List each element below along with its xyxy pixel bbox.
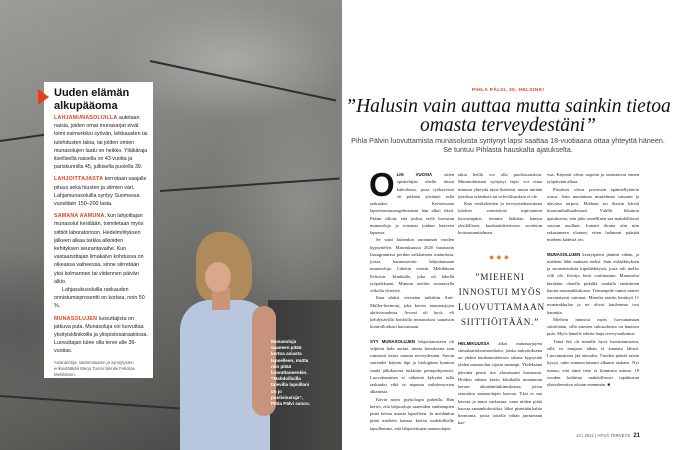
paragraph-text: luovuttajista on jatkuva pula. Munasoluja voi luovuttaa yksityisklinikoilla ja yliopistosairaaloissa. Luovuttajan tulee olla terve alle 36-vuotias. [54,315,148,355]
info-box-body [54,114,149,378]
woman-face [205,262,231,292]
body-paragraph [547,251,639,316]
body-paragraph: Ihan aluksi verestäni tutkittiin Anti-Müller-hormoni, joka kertoo munasarjojen aktiivisuudesta. Arvoni oli hyvä, eli kehdyttävillä hoidoilla munasoluni saataisiin kontrolloidusti kasvamaan. [370,295,454,330]
body-paragraph: Mieheni innostui myös luovuttamaan siittiöitään, sillä miesten sukusoluista on huutava pula. Myös hänelle tehtiin laaja terveystutkimus. [547,316,639,337]
article-column-2 [458,171,545,427]
orange-dots-divider: ●●● [488,252,512,263]
body-paragraph: Se vaati kuitenkin useamman vuoden kypsyttelyn. Marraskuussa 2020 huomasin Instagramissa perikin seikkaisena mainoksia, joissa kannustettiin lahjoittamaan munasoluja. Lähetin viestin Mehiläinen Felicitas -klinikalle, joka oli lähellä työpaikkaani. Minuun otettiin seuraavalla viikolla yhteyttä. [370,237,454,293]
body-paragraph: Pistokset olivat prosessin epämiellyttävin osuus. Sain muutaman mustelman vatsaani ja alavatsa turposi. Mieheni sai iltaisin kärsiä hormonihulluudestani. Välillä liikutuin ajatuksesta, että joku onnellinen saa mahdollisesti vauvan avullani. Joinain iltoina olin niin rakastuneen oloinen, etten halunnut päästää mieheni kädestä irti. [547,186,639,243]
rock-crack [160,177,340,192]
rock-crack [0,395,180,410]
lead-word: SAMANA AAMUNA [54,213,105,220]
info-box-title: Uuden elämän alkupääoma [54,87,130,112]
lead-word: LAHJAMUNASOLUILLA [54,115,118,121]
info-source: Asiantuntija: naistentautien ja synnytysten erikoislääkäri Merja Tuomi Nikulai Felicitas Mehiläinen. [54,359,135,377]
paragraph-text: alkoi munasarjojeni stimulaatiohormonihoito, jonka tarkoituksena on yhden kuukautiskierron aikana kypsyttää yhden munasolun sijasta useampi. Yhdeksänä päivänä pistin itse alavatsaani hormonia. Hoidon aikana kävin klinikalla muutaman kerran ultraäänitutkimuksissa, joissa seurattiin munasolujen kasvua. Yksi ei saa kasvaa ja muut surkastua, vaan niiden pitää kasvaa samankokoisiksi. Siksi pistetään kahta hormonia, joista toisella vähän jarrutetaan kas- [458,340,542,426]
lead-word: SYY MUNASOLUJEN [370,338,415,344]
body-paragraph: takia heillä voi olla puolisisaruksia. Munasoluistani syntynyt lapsi voi ottaa minuun yhteyttä täysi-ikäisenä, mutta mitään juridisia oikeuksia tai velvollisuuksia ei ole. [458,172,542,199]
article-kicker: PIHLA PÄLVI, 30, HELSINKI [471,88,545,93]
info-paragraph [54,212,149,286]
article-subtitle: Pihla Pälvin luovuttamista munasoluista syntynyt lapsi saattaa 18-vuotiaana ottaa yhteyttä häneen. Se tuntuu Pihlasta hauskalta ajatukselta. [351,136,665,154]
lead-word: MUNASOLUJEN [54,315,98,322]
paragraph-text: kerrotaan saajalle pituus sekä hiusten ja silmien väri. Lahjamunasoluilla syntyy Suomessa vuosittain 150–200 lasta. [54,176,147,208]
body-paragraph [370,338,454,396]
lead-word: HELMIKUUSSA [458,340,490,346]
page-number: 21 [633,433,640,439]
red-triangle-icon [38,89,49,105]
page-footer [560,433,640,439]
body-paragraph [458,340,542,427]
body-paragraph: vua. Käynnit olivat nopeita ja onnistuivat ennen työpäiväni alkua. [547,172,639,185]
lead-word: LIN VUOSIA [396,172,433,177]
rock-crack [150,60,336,101]
drop-cap: O [369,166,395,203]
info-paragraph [54,286,149,311]
article-column-1 [369,166,454,432]
paragraph-text: , kun lahjoittajan munasolut kerätään, toimitetaan myös siittiöt laboratorioon. Hedelmöityksen jälkeen alkaa tarkka alkioiden kehityksen seurantavaihe. Kun vastaanottajan limakalvo kohdussa on oikeassa vaiheessa, sinne siirretään yksi kolmannen tai viidennen päivän alkio. [54,213,144,285]
article-title: ”Halusin vain auttaa mutta sainkin tietoa omasta terveydestäni” [345,96,671,136]
paragraph-text: sitten opiskelujen ohella töissä kahvilassa, jossa työkaverini oli pitkään yrittänyt tulla raskaaksi. Kertoessaan lapsettomuusongelmistaan hän alkoi itkeä. Päätin silloin, että joskus vielä luovutan munasoluja ja toteutan jonkun haaveen lapsesta. [370,172,454,235]
lead-word: LAHJOITTAJASTA [54,176,104,183]
paragraph-text: Lahjasukusoluilla raskauden onnistumisprosentti on korkea, noin 50 %. [54,287,145,310]
paragraph-text: autetaan naisia, joiden omat munasarjat eivät toimi esimerkiksi syövän, leikkausten tai tulehdusten takia, tai joiden omien munasolujen laatu on heikko. Yläikäraja itsellisellä naisella on 43 vuotta ja pariskunnilla 45, julkisella puolella 39. [54,115,148,171]
body-paragraph: Tämä ikä oli minulle hyvä luovuttamiseen, sillä ex tempore tähän ei kannata lähteä. Luovutuskerta jää ainoaksi. Vuoden päästä saisin kysyä, onko munasoluistani alkanut raskaus. Nyt tuntuu, että tämä tieto ei kiinnosta minua. 18 vuoden kuluttua mahdollisesti tapahtuvaa yhteydenottoa odotan enemmän. ■ [547,338,639,387]
pull-quote: ”MIEHENI INNOSTUI MYÖS LUOVUTTAMAAN SIITTIÖITÄÄN.” [458,271,545,327]
body-paragraph: Kun verikokeiden ja terveystarkastuksen tulokset varmistivat sopivuuteni luovuttajaksi, teimme lääkärin kanssa yksilöllisen, kuukautiskiertooni sovitetun hoitosuunnitelman. [458,201,542,235]
body-paragraph: Kävin myös psykologin puheilla. Hän kertoi, että lahjasoluja saaneiden vanhempien pitää kertoa asiasta lapselleen. Ja meidänkin pitää mieheni kanssa kertoa mahdollisille lapsillemme, että lahjoitettujen munasolujen [370,396,454,431]
lead-word: MUNASOLUJEN [547,251,581,257]
photo-caption: Munasoluja saaneen pitää kertoa asiasta lapselleen, mutta niin pitää luovuttaneenkin. ”Mahdollisilla tulevilla lapsillani on jo puolisisaruja”, Pihla Pälvi sanoo. [271,339,311,407]
paragraph-text: lahjoittamiseen oli vilpitön halu auttaa, mutta bonuksena sain runsaasti tietoa omasta terveydestäni. Suvun sairaudet käytiin läpi ja biologinen kuntoni saada jälkikasvua tutkittiin perinpohjaisesti. Luovuttaminen ei vähennä kykyäni tulla raskaaksi eikä se nopeuta vaihdevuosien alkamista. [370,338,454,395]
info-box [44,82,153,378]
info-paragraph [54,315,149,356]
paragraph-text: keräyspäivä jännitti vähän, ja mieheni lähti mukaan tueksi. Sain esilääkityksen ja suonensisäistä kipulääkitystä, josta tuli melko villi olo. Keräys kesti varttitunnin. Munasolut kerätään ohuella pitkällä neulalla emättimen kautta munarakkuloista. Toimenpide tuntui muttei varsinaisesti sattunut. Minulta saatiin kerättyä 11 munarakkulaa ja ne olivat kuulemma tosi kauniita. [547,251,639,315]
article-column-3 [547,171,639,388]
info-paragraph [54,114,149,171]
info-paragraph [54,175,149,208]
issue-info: 14 | 2021 | HYVÄ TERVEYS [576,433,631,438]
